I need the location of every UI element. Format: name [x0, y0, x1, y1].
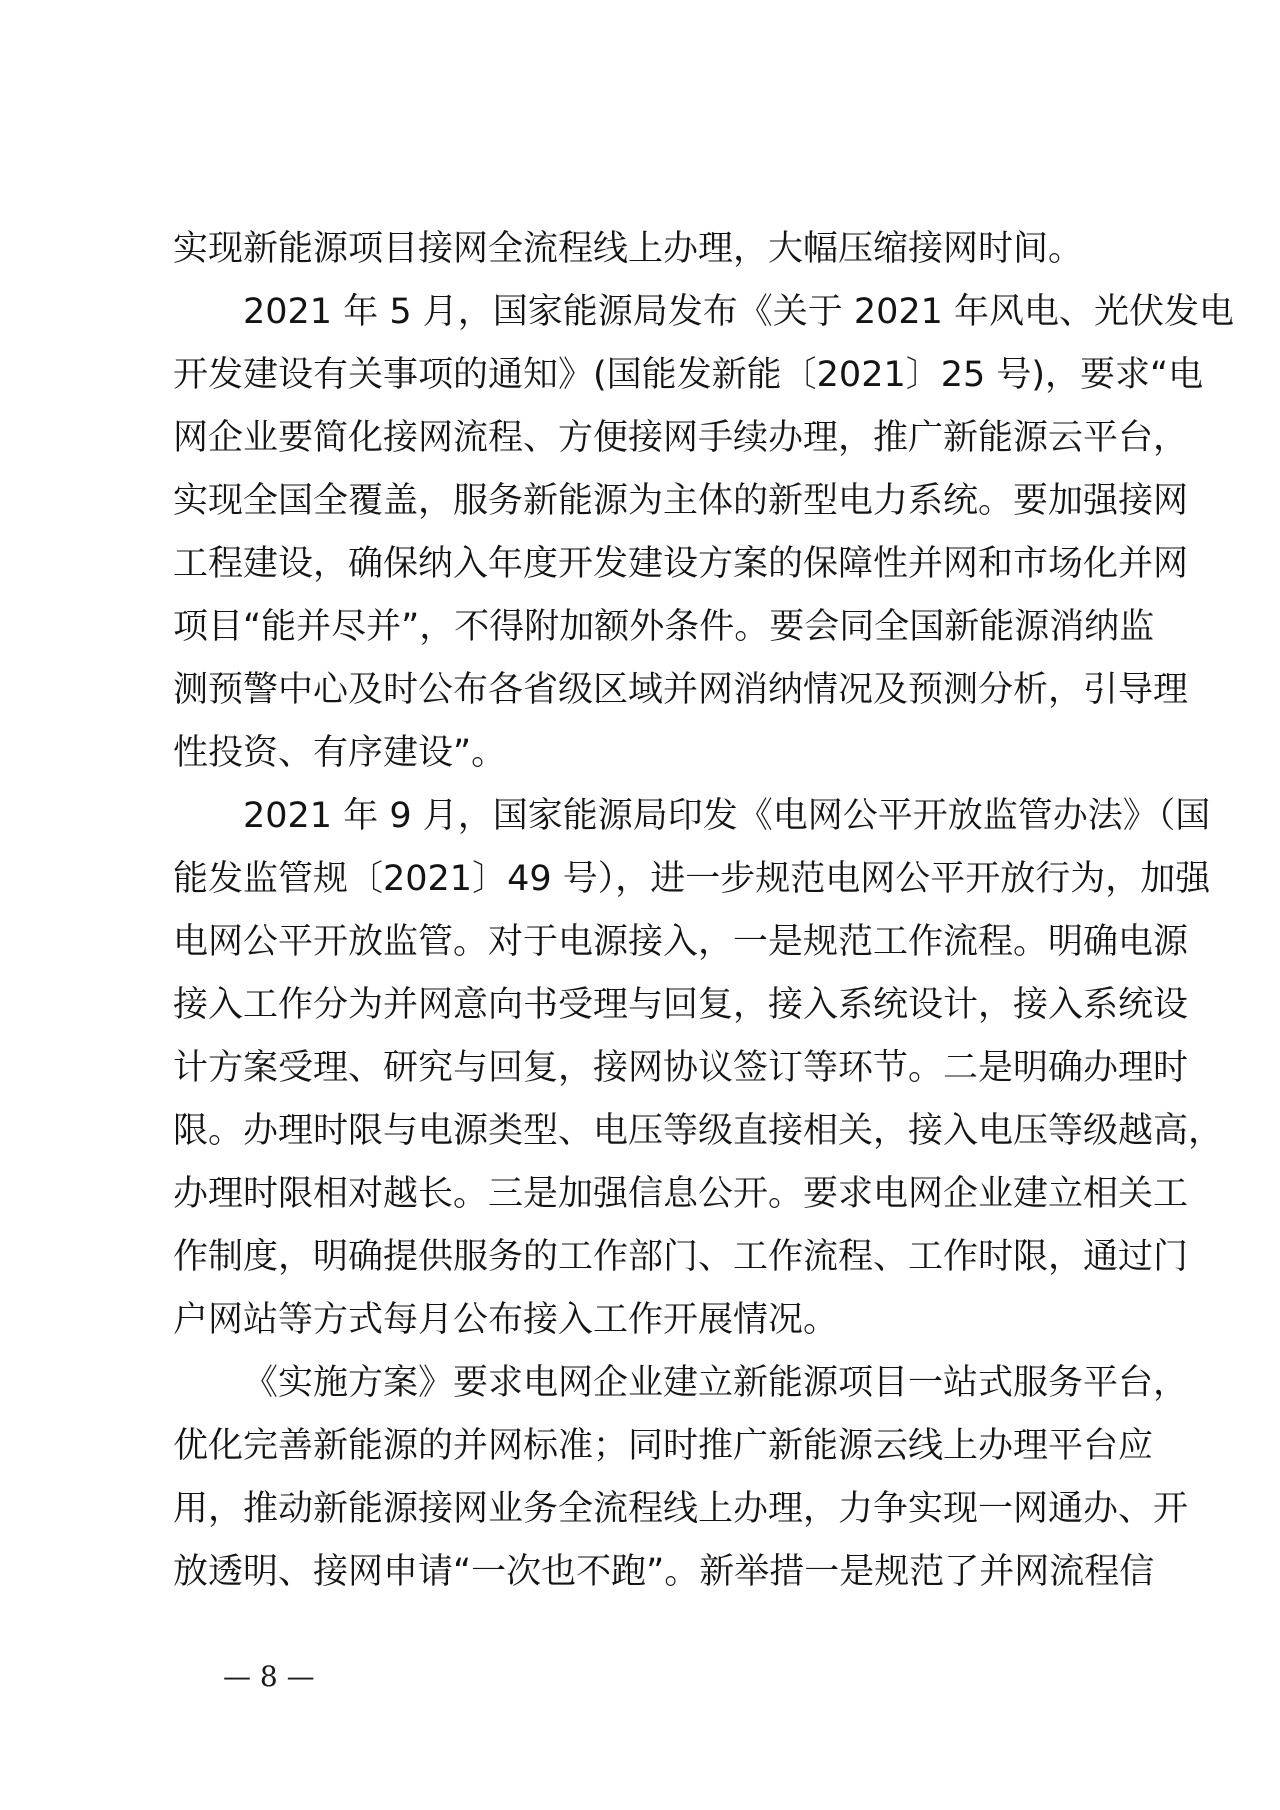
text-line: 开发建设有关事项的通知》(国能发新能〔2021〕25 号)，要求“电: [173, 355, 1204, 395]
text-line: 办理时限相对越长。三是加强信息公开。要求电网企业建立相关工: [173, 1174, 1189, 1214]
text-line: 限。办理时限与电源类型、电压等级直接相关，接入电压等级越高，: [173, 1111, 1224, 1151]
text-line: 计方案受理、研究与回复，接网协议签订等环节。二是明确办理时: [173, 1048, 1189, 1088]
text-line: 网企业要简化接网流程、方便接网手续办理，推广新能源云平台，: [173, 418, 1189, 458]
text-line: 2021 年 5 月，国家能源局发布《关于 2021 年风电、光伏发电: [243, 292, 1235, 332]
text-line: 项目“能并尽并”，不得附加额外条件。要会同全国新能源消纳监: [173, 607, 1155, 647]
text-line: 工程建设，确保纳入年度开发建设方案的保障性并网和市场化并网: [173, 544, 1189, 584]
page-number: — 8 —: [223, 1660, 315, 1693]
text-line: 《实施方案》要求电网企业建立新能源项目一站式服务平台，: [243, 1363, 1189, 1403]
text-line: 用，推动新能源接网业务全流程线上办理，力争实现一网通办、开: [173, 1489, 1189, 1529]
body-text: [173, 218, 1235, 1604]
text-line: 测预警中心及时公布各省级区域并网消纳情况及预测分析，引导理: [173, 670, 1189, 710]
text-line: 实现全国全覆盖，服务新能源为主体的新型电力系统。要加强接网: [173, 481, 1189, 521]
text-line: 户网站等方式每月公布接入工作开展情况。: [173, 1300, 839, 1340]
text-line: 优化完善新能源的并网标准；同时推广新能源云线上办理平台应: [173, 1426, 1154, 1466]
text-line: 能发监管规〔2021〕49 号），进一步规范电网公平开放行为，加强: [173, 859, 1211, 899]
text-line: 电网公平开放监管。对于电源接入，一是规范工作流程。明确电源: [173, 922, 1189, 962]
text-line: 性投资、有序建设”。: [173, 733, 507, 773]
text-line: 作制度，明确提供服务的工作部门、工作流程、工作时限，通过门: [173, 1237, 1189, 1277]
text-line: 2021 年 9 月，国家能源局印发《电网公平开放监管办法》（国: [243, 796, 1211, 836]
text-line: 实现新能源项目接网全流程线上办理，大幅压缩接网时间。: [173, 229, 1084, 269]
text-line: 放透明、接网申请“一次也不跑”。新举措一是规范了并网流程信: [173, 1552, 1155, 1592]
text-line: 接入工作分为并网意向书受理与回复，接入系统设计，接入系统设: [173, 985, 1189, 1025]
